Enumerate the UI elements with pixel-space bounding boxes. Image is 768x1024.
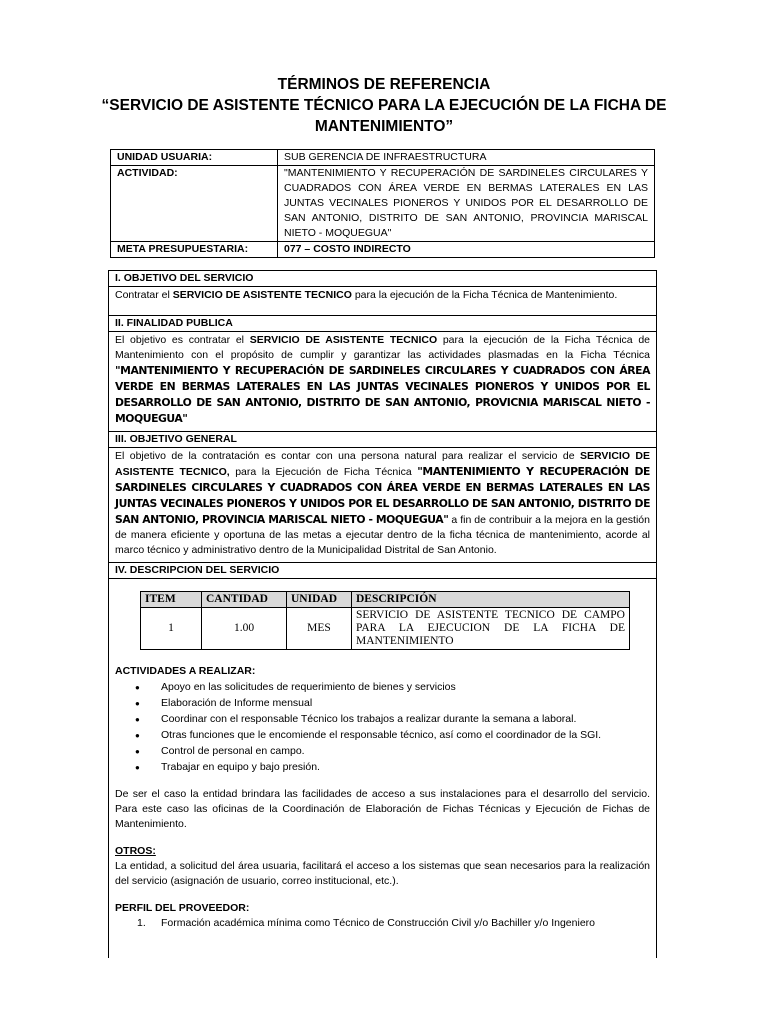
perfil-heading: PERFIL DEL PROVEEDOR:	[115, 902, 250, 914]
text-run: a fin de contribuir a la mejora en la gestión de manera eficiente y oportuna de las metas a ejecutar dentro de la ficha técnica de mantenimiento, acorde al marco técnico y administrativo dentro de la Municipalidad Distrital de San Antonio.	[115, 514, 650, 556]
document-title: TÉRMINOS DE REFERENCIA	[277, 76, 491, 93]
activities-heading: ACTIVIDADES A REALIZAR:	[115, 665, 256, 677]
service-table	[140, 591, 630, 650]
section-heading-objetivo-general: III. OBJETIVO GENERAL	[109, 432, 656, 448]
col-header-item: ITEM	[141, 592, 202, 608]
section-heading-objetivo-servicio: I. OBJETIVO DEL SERVICIO	[109, 271, 656, 287]
text-run: El objetivo de la contratación es contar con una persona natural para realizar el servicio de	[115, 450, 580, 462]
facilities-paragraph: De ser el caso la entidad brindara las facilidades de acceso a sus instalaciones para el desarrollo del servicio. Para este caso las oficinas de la Coordinación de Elaboración de Fichas Técnicas y Ejecución de Fichas de Mantenimiento.	[115, 788, 650, 830]
list-number: 1.	[137, 917, 146, 929]
perfil-list	[115, 916, 650, 931]
text-run: para la Ejecución de Ficha Técnica	[229, 466, 418, 478]
document-subtitle: “SERVICIO DE ASISTENTE TÉCNICO PARA LA EJECUCIÓN DE LA FICHA DE MANTENIMIENTO”	[101, 97, 667, 135]
text-run: Contratar el	[115, 289, 173, 301]
col-header-descripcion: DESCRIPCIÓN	[352, 592, 630, 608]
actividad-label: ACTIVIDAD:	[111, 166, 278, 242]
text-run: El objetivo es contratar el	[115, 334, 250, 346]
unidad-value: SUB GERENCIA DE INFRAESTRUCTURA	[278, 150, 655, 166]
otros-heading: OTROS:	[115, 845, 156, 857]
list-item: ● Coordinar con el responsable Técnico los trabajos a realizar durante la semana a laboral.	[135, 712, 650, 727]
cell-item: 1	[141, 608, 202, 650]
activities-list	[115, 680, 650, 775]
text-run: para la ejecución de la Ficha Técnica de Mantenimiento.	[351, 289, 618, 301]
list-item: ● Elaboración de Informe mensual	[135, 696, 650, 711]
info-row-meta	[111, 242, 655, 258]
list-text: Formación académica mínima como Técnico de Construcción Civil y/o Bachiller y/o Ingeniero	[161, 917, 595, 929]
section-body-objetivo-servicio	[109, 287, 656, 316]
activity-name-run: "MANTENIMIENTO Y RECUPERACIÓN DE SARDINELES CIRCULARES Y CUADRADOS CON ÁREA VERDE EN BERMAS LATERALES EN LAS JUNTAS VECINALES PIONEROS Y UNIDOS POR EL DESARROLLO DE SAN ANTONIO, DISTRITO DE SAN ANTONIO, PROVINCIA MARISCAL NIETO - MOQUEGUA"	[115, 465, 650, 526]
meta-value: 077 – COSTO INDIRECTO	[278, 242, 655, 258]
text-run: para la ejecución de la Ficha Técnica de Mantenimiento con el propósito de cumplir y garantizar las actividades plasmadas en la Ficha Técnica	[115, 334, 650, 361]
unidad-label: UNIDAD USUARIA:	[111, 150, 278, 166]
list-item	[137, 916, 650, 931]
bold-run: SERVICIO DE ASISTENTE TECNICO	[172, 289, 352, 301]
col-header-cantidad: CANTIDAD	[202, 592, 287, 608]
info-row-actividad	[111, 166, 655, 242]
meta-label: META PRESUPUESTARIA:	[111, 242, 278, 258]
info-table	[110, 149, 655, 258]
cell-descripcion: SERVICIO DE ASISTENTE TECNICO DE CAMPO PARA LA EJECUCION DE LA FICHA DE MANTENIMIENTO	[352, 608, 630, 650]
list-item: ● Trabajar en equipo y bajo presión.	[135, 760, 650, 775]
service-table-header	[141, 592, 630, 608]
col-header-unidad: UNIDAD	[287, 592, 352, 608]
terms-body	[108, 270, 657, 958]
section-heading-descripcion-servicio: IV. DESCRIPCION DEL SERVICIO	[109, 563, 656, 579]
list-item: ● Otras funciones que le encomiende el responsable técnico, así como el coordinador de la SGI.	[135, 728, 650, 743]
section-heading-finalidad-publica: II. FINALIDAD PUBLICA	[109, 316, 656, 332]
activity-name-run: "MANTENIMIENTO Y RECUPERACIÓN DE SARDINELES CIRCULARES Y CUADRADOS CON ÁREA VERDE EN BERMAS LATERALES EN LAS JUNTAS VECINALES PIONEROS Y UNIDOS POR EL DESARROLLO DE SAN ANTONIO, DISTRITO DE SAN ANTONIO, PROVICNIA MARISCAL NIETO - MOQUEGUA"	[115, 364, 650, 425]
cell-cantidad: 1.00	[202, 608, 287, 650]
info-row-unidad	[111, 150, 655, 166]
bold-run: SERVICIO DE ASISTENTE TECNICO	[249, 334, 438, 346]
otros-paragraph: La entidad, a solicitud del área usuaria, facilitará el acceso a los sistemas que sean necesarios para la realización del servicio (asignación de usuario, correo institucional, etc.).	[115, 860, 650, 887]
table-row	[141, 608, 630, 650]
section-body-objetivo-general	[109, 448, 656, 563]
section-body-finalidad-publica	[109, 332, 656, 432]
list-item: ● Control de personal en campo.	[135, 744, 650, 759]
cell-unidad: MES	[287, 608, 352, 650]
bold-run: SERVICIO DE ASISTENTE TECNICO,	[115, 450, 650, 478]
actividad-value: "MANTENIMIENTO Y RECUPERACIÓN DE SARDINELES CIRCULARES Y CUADRADOS CON ÁREA VERDE EN BERMAS LATERALES EN LAS JUNTAS VECINALES PIONEROS Y UNIDOS POR EL DESARROLLO DE SAN ANTONIO, DISTRITO DE SAN ANTONIO, PROVINCIA MARISCAL NIETO - MOQUEGUA"	[278, 166, 655, 242]
list-item: ● Apoyo en las solicitudes de requerimiento de bienes y servicios	[135, 680, 650, 695]
section-body-descripcion-servicio	[109, 579, 656, 935]
